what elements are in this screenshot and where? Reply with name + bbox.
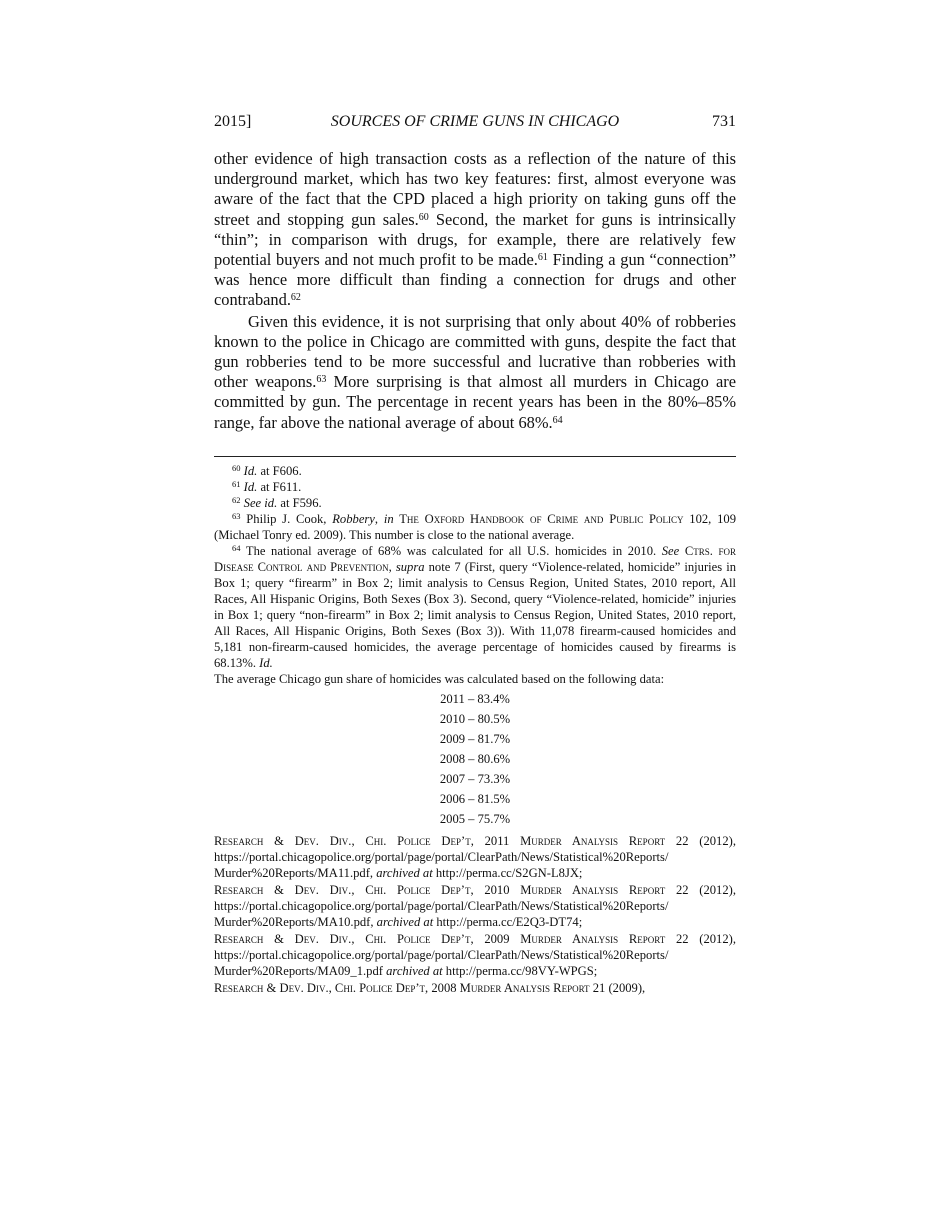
footnote-ref-63[interactable]: 63 xyxy=(316,374,327,386)
paragraph-1: other evidence of high transaction costs as a reflection of the nature of this underground market, which has two key features: first, almost everyone was aware of the fact that the CPD placed a high priority on taking guns off the street and stopping gun sales.$^{60}$ Second, the market for guns is intrinsically “thin”; in comparison with drugs, for example, there are relatively few potential buyers and not much profit to be made.$^{61}$ Finding a gun “connection” was hence more difficult than finding a connection for drugs and other contraband.$^{62}$ xyxy=(214,149,736,310)
citation-url[interactable]: https://portal.chicagopolice.org/portal/page/portal/ClearPath/News/Statistical%20Reports/ Murder%20Reports/MA09_1.pdf xyxy=(214,948,669,978)
citation-2010: Research & Dev. Div., Chi. Police Dep’t, 2010 Murder Analysis Report 22 (2012), https://portal.chicagopolice.org/portal/page/portal/ClearPath/News/Statistical%20Reports/ Murder%20Reports/MA10.pdf, archived at http://perma.cc/E2Q3-DT74; xyxy=(214,883,736,929)
citation-url[interactable]: https://portal.chicagopolice.org/portal/page/portal/ClearPath/News/Statistical%20Reports/ Murder%20Reports/MA11.pdf, xyxy=(214,850,669,880)
footnote-ref-62[interactable]: 62 xyxy=(290,292,301,304)
footnote-62: $^{62}$ See id. at F596. xyxy=(232,495,322,510)
perma-link[interactable]: http://perma.cc/S2GN-L8JX; xyxy=(432,866,583,880)
running-header xyxy=(214,113,736,133)
footnote-ref-61[interactable]: 61 xyxy=(537,252,548,264)
header-page-number: 731 xyxy=(712,113,736,130)
list-item: 2008 – 80.6% xyxy=(439,752,511,766)
list-item: 2009 – 81.7% xyxy=(439,732,511,746)
footnote-61: $^{61}$ Id. at F611. xyxy=(232,479,302,494)
list-item: 2011 – 83.4% xyxy=(440,692,510,706)
citation-2009: Research & Dev. Div., Chi. Police Dep’t, 2009 Murder Analysis Report 22 (2012), https://portal.chicagopolice.org/portal/page/portal/ClearPath/News/Statistical%20Reports/ Murder%20Reports/MA09_1.pdf archived at http://perma.cc/98VY-WPGS; xyxy=(214,932,736,978)
footnote-60: $^{60}$ Id. at F606. xyxy=(232,463,302,478)
list-item: 2007 – 73.3% xyxy=(439,772,511,786)
header-article-title: SOURCES OF CRIME GUNS IN CHICAGO xyxy=(330,113,620,130)
citation-2008: Research & Dev. Div., Chi. Police Dep’t, 2008 Murder Analysis Report 21 (2009), xyxy=(214,981,646,995)
data-lead-text: The average Chicago gun share of homicides was calculated based on the following data: xyxy=(214,672,665,686)
header-volume-year: 2015] xyxy=(214,113,252,130)
list-item: 2006 – 81.5% xyxy=(439,792,511,806)
citation-2011: Research & Dev. Div., Chi. Police Dep’t, 2011 Murder Analysis Report 22 (2012), https://portal.chicagopolice.org/portal/page/portal/ClearPath/News/Statistical%20Reports/ Murder%20Reports/MA11.pdf, archived at http://perma.cc/S2GN-L8JX; xyxy=(214,834,736,880)
footnote-63: $^{63}$ Philip J. Cook, Robbery, in The Oxford Handbook of Crime and Public Policy 102, 109 (Michael Tonry ed. 2009). This number is close to the national average. xyxy=(214,511,736,542)
citation-list xyxy=(214,833,736,996)
body-text xyxy=(214,149,736,433)
footnotes xyxy=(214,463,736,997)
paragraph-2: Given this evidence, it is not surprising that only about 40% of robberies known to the police in Chicago are committed with guns, despite the fact that gun robberies tend to be more successful and lucrative than robberies with other weapons.$^{63}$ More surprising is that almost all murders in Chicago are committed by gun. The percentage in recent years has been in the 80%–85% range, far above the national average of about 68%.$^{64}$ xyxy=(214,311,736,432)
footnote-64: $^{64}$ The national average of 68% was calculated for all U.S. homicides in 2010. See Ctrs. for Disease Control and Prevention, supra note 7 (First, query “Violence-related, homicide” injuries in Box 1; query “firearm” in Box 2; limit analysis to Census Region, United States, 2010 report, All Races, All Hispanic Origins, Both Sexes (Box 3). Second, query “Violence-related, homicide” injuries in Box 1; query “non-firearm” in Box 2; limit analysis to Census Region, United States, 2010 report, All Races, All Hispanic Origins, Both Sexes (Box 3)). With 11,078 firearm-caused homicides and 5,181 non-firearm-caused homicides, the average percentage of homicides caused by firearms is 68.13%. Id. xyxy=(214,543,736,670)
citation-url[interactable]: https://portal.chicagopolice.org/portal/page/portal/ClearPath/News/Statistical%20Reports/ Murder%20Reports/MA10.pdf, xyxy=(214,899,669,929)
list-item: 2010 – 80.5% xyxy=(439,712,511,726)
perma-link[interactable]: http://perma.cc/98VY-WPGS; xyxy=(442,964,598,978)
footnote-ref-64[interactable]: 64 xyxy=(552,414,563,426)
footnote-ref-60[interactable]: 60 xyxy=(418,211,429,223)
perma-link[interactable]: http://perma.cc/E2Q3-DT74; xyxy=(433,915,583,929)
homicide-share-list xyxy=(214,689,736,829)
list-item: 2005 – 75.7% xyxy=(439,812,511,826)
footnote-divider xyxy=(214,456,736,457)
